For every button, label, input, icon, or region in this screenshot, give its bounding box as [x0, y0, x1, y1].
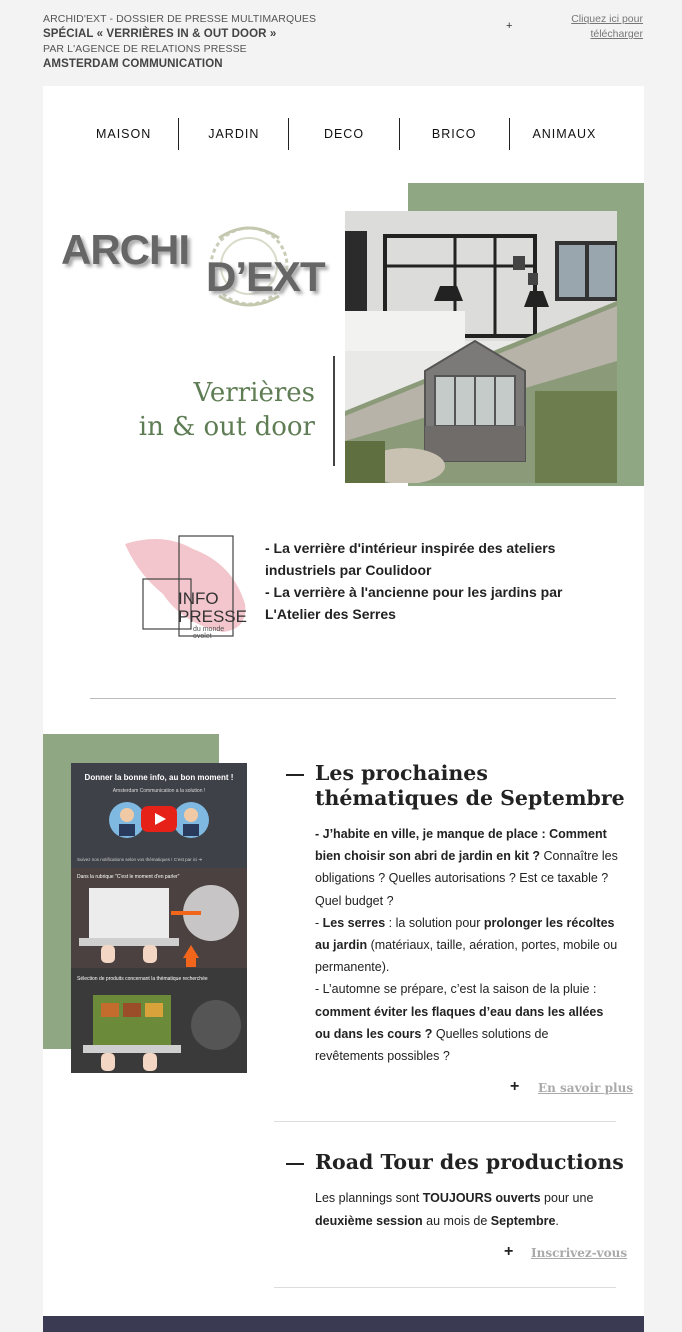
- thematique-serres-bold1: Les serres: [322, 915, 386, 930]
- archidext-logo: [61, 218, 341, 313]
- section-divider: [90, 698, 616, 699]
- pre-header: [43, 12, 643, 74]
- video-caption3: Sélection de produits concernant la thématique recherchée: [77, 976, 208, 982]
- inscrivez-vous-link[interactable]: Inscrivez-vous: [531, 1246, 628, 1260]
- thematiques-body: [315, 823, 620, 1067]
- download-link-line1[interactable]: Cliquez ici pour: [571, 13, 643, 25]
- roadtour-text4: .: [555, 1213, 559, 1228]
- info-presse-text: [265, 537, 595, 625]
- nav-item-deco[interactable]: DECO: [323, 127, 365, 141]
- video-subheading: Amsterdam Communication a la solution !: [112, 788, 206, 794]
- video-caption2: Dans la rubrique "C'est le moment d'en parler": [77, 874, 180, 880]
- nav-item-brico[interactable]: BRICO: [431, 127, 477, 141]
- info-icon-line2: PRESSE: [178, 607, 247, 626]
- hero-photo: [345, 211, 617, 483]
- info-line2: - La verrière à l'ancienne pour les jardins par L'Atelier des Serres: [265, 584, 563, 622]
- info-icon-line4: ovolet: [193, 633, 212, 639]
- category-nav: [69, 118, 619, 150]
- nav-item-jardin[interactable]: JARDIN: [208, 127, 260, 141]
- hero-title-line2: in & out door: [138, 412, 315, 442]
- thematiques-title: Les prochaines thématiques de Septembre: [315, 761, 625, 810]
- roadtour-bold1: TOUJOURS ouverts: [422, 1191, 541, 1205]
- video-caption1: Suivez nos notifications selon vos thématiques ! C'est par ici ➔: [77, 857, 203, 862]
- plus-icon: +: [510, 1078, 520, 1095]
- roadtour-title: Road Tour des productions: [315, 1150, 624, 1174]
- preheader-line2: SPÉCIAL « VERRIÈRES IN & OUT DOOR »: [43, 28, 277, 40]
- footer-band: [43, 1316, 644, 1332]
- preheader-line4: AMSTERDAM COMMUNICATION: [43, 58, 223, 70]
- plus-icon: +: [504, 1243, 514, 1260]
- thematique-abri-text: Connaître les obligations ? Quelles autorisations ? Est ce taxable ? Quel budget ?: [315, 849, 618, 908]
- preheader-line3: PAR L'AGENCE DE RELATIONS PRESSE: [43, 43, 247, 55]
- title-dash: [286, 1163, 304, 1165]
- nav-item-animaux[interactable]: ANIMAUX: [532, 127, 597, 141]
- thematique-pluie-bold: comment éviter les flaques d’eau dans les allées ou dans les cours ?: [315, 1004, 604, 1041]
- en-savoir-plus-link[interactable]: En savoir plus: [538, 1081, 634, 1095]
- thematique-serres-text: (matériaux, taille, aération, portes, mobile ou permanente).: [315, 938, 618, 975]
- section-divider: [274, 1287, 616, 1288]
- thematique-pluie-start: - L’automne se prépare, c’est la saison de la pluie :: [315, 982, 597, 997]
- info-line1: - La verrière d'intérieur inspirée des ateliers industriels par Coulidoor: [265, 540, 556, 578]
- roadtour-text1: Les plannings sont: [315, 1191, 423, 1205]
- roadtour-bold2: deuxième session: [315, 1213, 423, 1228]
- info-presse-icon: [123, 534, 248, 639]
- download-link-line2[interactable]: télécharger: [590, 28, 643, 40]
- video-heading: Donner la bonne info, au bon moment !: [84, 773, 234, 782]
- title-dash: [286, 774, 304, 776]
- hero-title-line1: Verrières: [193, 378, 315, 408]
- plus-icon: +: [506, 20, 513, 32]
- preheader-line1: ARCHID'EXT - DOSSIER DE PRESSE MULTIMARQUES: [43, 13, 317, 25]
- thematique-serres-dash: -: [315, 915, 323, 930]
- download-link[interactable]: [571, 12, 643, 42]
- roadtour-text3: au mois de: [422, 1213, 491, 1228]
- section-divider: [274, 1121, 616, 1122]
- thematique-serres-bold2: prolonger les récoltes au jardin: [315, 915, 615, 953]
- thematique-serres-mid: : la solution pour: [385, 915, 484, 930]
- nav-item-maison[interactable]: MAISON: [95, 127, 152, 141]
- roadtour-body: [315, 1187, 625, 1232]
- thematique-item-serres: [315, 912, 620, 979]
- newsletter-card: [43, 86, 644, 1332]
- thematique-item-pluie: [315, 978, 620, 1067]
- logo-text-archi: ARCHI: [61, 226, 189, 273]
- thematique-abri-bold: - J’habite en ville, je manque de place : Comment bien choisir son abri de jardin en kit ?: [315, 827, 607, 864]
- roadtour-bold3: Septembre: [490, 1213, 556, 1228]
- thematique-item-abri: [315, 823, 620, 912]
- info-icon-line1: INFO: [178, 589, 219, 608]
- logo-text-dext: D’EXT: [206, 253, 325, 300]
- thematique-pluie-text: Quelles solutions de revêtements possibles ?: [315, 1026, 549, 1064]
- hero-vertical-bar: [333, 356, 335, 466]
- video-thumbnail[interactable]: [71, 763, 247, 1073]
- play-icon[interactable]: [141, 806, 177, 832]
- hero-title: [103, 376, 315, 444]
- roadtour-text2: pour une: [540, 1191, 594, 1205]
- info-icon-line3: du monde: [193, 626, 225, 633]
